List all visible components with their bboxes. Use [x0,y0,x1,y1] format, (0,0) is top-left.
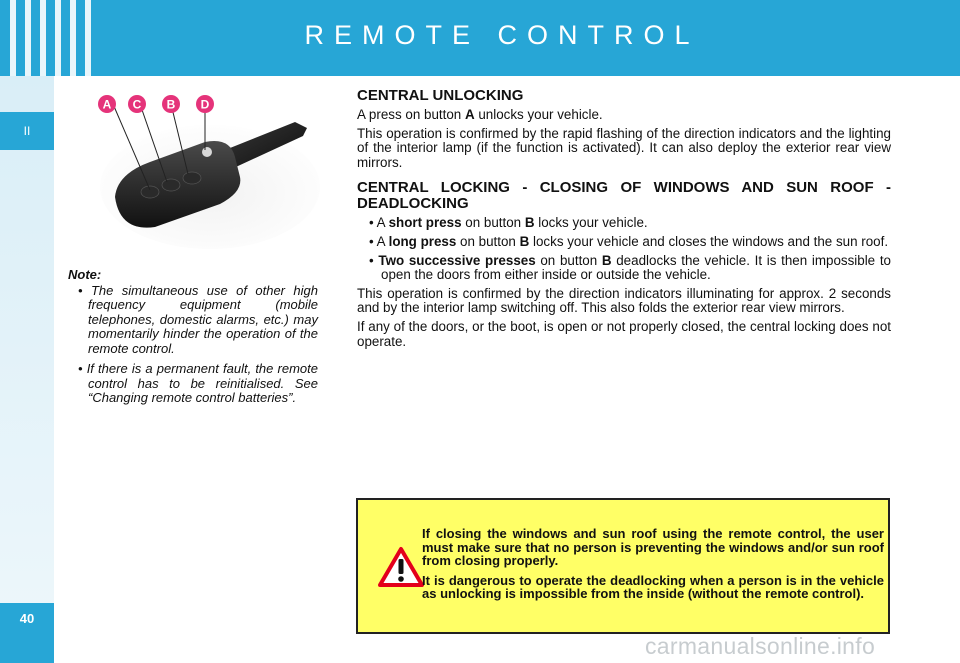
paragraph: This operation is confirmed by the direction indicators illuminating for approx. 2 seconds and by the interior lamp switching off. This also folds the exterior rear view mirrors. [357,285,891,316]
main-content [357,88,891,353]
bullet-item: • Two successive presses on button B deadlocks the vehicle. It is then impossible to open the doors from either inside or outside the vehicle. [369,252,891,283]
bullet-item: • A long press on button B locks your vehicle and closes the windows and the sun roof. [369,233,889,249]
side-band [0,76,54,663]
note-heading: Note: [68,267,102,282]
paragraph: If any of the doors, or the boot, is open or not properly closed, the central locking does not operate. [357,318,891,349]
note-item: • If there is a permanent fault, the remote control has to be reinitialised. See “Changing remote control batteries”. [78,361,318,405]
chapter-tab[interactable]: II [0,112,54,150]
warning-triangle-icon [378,546,424,588]
warning-box [356,498,890,634]
svg-text:A: A [102,97,112,112]
page-title: REMOTE CONTROL [304,20,700,50]
watermark: carmanualsonline.info [645,633,876,659]
warning-paragraph: It is dangerous to operate the deadlocking when a person is in the vehicle as unlocking is impossible from the inside (without the remote control). [422,572,884,602]
note-item: • The simultaneous use of other high frequency equipment (mobile telephones, domestic alarms, etc.) may momentarily hinder the operation of the remote control. [78,282,318,356]
svg-text:D: D [200,97,210,112]
warning-text [422,527,884,607]
note-block [68,268,318,412]
remote-key-image [95,92,325,252]
page-number: 40 [0,603,54,663]
section-heading-locking: CENTRAL LOCKING - CLOSING OF WINDOWS AND SUN ROOF - DEADLOCKING [357,179,891,213]
warning-paragraph: If closing the windows and sun roof using the remote control, the user must make sure that no person is preventing the windows and/or sun roof from closing properly. [422,526,884,569]
svg-text:B: B [166,97,176,112]
paragraph: This operation is confirmed by the rapid flashing of the direction indicators and the lighting of the interior lamp (if the function is activated). It can also deploy the exterior rear view mirrors. [357,125,891,170]
bullet-item: • A short press on button B locks your vehicle. [369,215,648,231]
section-heading-unlocking: CENTRAL UNLOCKING [357,87,524,104]
paragraph: A press on button A unlocks your vehicle. [357,107,603,122]
svg-text:C: C [132,97,142,112]
